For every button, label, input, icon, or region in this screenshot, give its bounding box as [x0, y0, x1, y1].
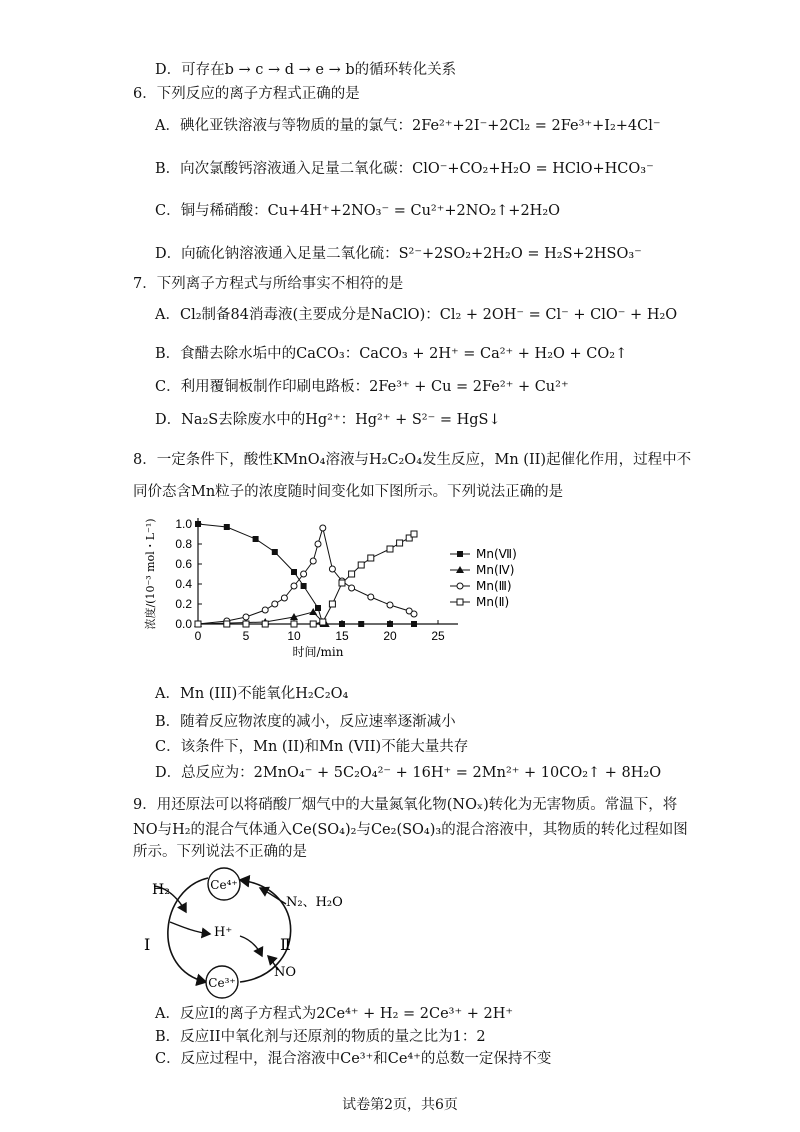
q6-option-b: B．向次氯酸钙溶液通入足量二氧化碳：ClO⁻+CO₂+H₂O = HClO+HCO₃⁻: [155, 161, 654, 177]
y-axis-title: 浓度/(10⁻³ mol・L⁻¹): [144, 518, 157, 630]
data-point: [272, 549, 278, 555]
legend-marker: [457, 551, 463, 557]
legend-label: Mn(Ⅲ): [476, 579, 512, 593]
data-point: [320, 619, 326, 625]
q9-stem-line1: 9．用还原法可以将硝酸厂烟气中的大量氮氧化物(NOₓ)转化为无害物质。常温下，将: [133, 797, 678, 813]
y-tick-label: 0.0: [175, 617, 192, 631]
data-point: [368, 594, 374, 600]
data-point: [411, 611, 417, 617]
y-tick-label: 0.8: [175, 537, 192, 551]
y-tick-label: 1.0: [175, 517, 192, 531]
data-point: [301, 571, 307, 577]
q7-stem: 7．下列离子方程式与所给事实不相符的是: [133, 276, 404, 292]
data-point: [301, 583, 307, 589]
q8-stem-line1: 8．一定条件下，酸性KMnO₄溶液与H₂C₂O₄发生反应，Mn (II)起催化作用，过程中不: [133, 452, 692, 468]
q9-option-c: C．反应过程中，混合溶液中Ce³⁺和Ce⁴⁺的总数一定保持不变: [155, 1051, 552, 1067]
series-line-3: [198, 534, 414, 624]
data-point: [243, 621, 249, 627]
q8-option-b: B．随着反应物浓度的减小，反应速率逐渐减小: [155, 714, 456, 730]
concentration-chart: [140, 506, 560, 666]
data-point: [281, 595, 287, 601]
data-point: [195, 521, 201, 527]
x-tick-label: 25: [431, 629, 445, 643]
q6-option-d: D．向硫化钠溶液通入足量二氧化硫：S²⁻+2SO₂+2H₂O = H₂S+2HSO₃⁻: [155, 246, 642, 262]
q9-option-b: B．反应II中氧化剂与还原剂的物质的量之比为1：2: [155, 1029, 486, 1045]
ce-cycle-diagram: [140, 864, 350, 1004]
data-point: [358, 562, 364, 568]
q9-stem-line3: 所示。下列说法不正确的是: [133, 844, 307, 860]
data-point: [291, 621, 297, 627]
data-point: [243, 614, 249, 620]
data-point: [358, 621, 364, 627]
legend-marker: [457, 583, 463, 589]
data-point: [387, 621, 393, 627]
q7-option-a: A．Cl₂制备84消毒液(主要成分是NaClO)：Cl₂ + 2OH⁻ = Cl⁻ + ClO⁻ + H₂O: [155, 307, 678, 323]
y-tick-label: 0.4: [175, 577, 192, 591]
h-plus-label: H⁺: [214, 925, 233, 940]
q6-option-a: A．碘化亚铁溶液与等物质的量的氯气：2Fe²⁺+2I⁻+2Cl₂ = 2Fe³⁺+I₂+4Cl⁻: [155, 118, 661, 134]
page-footer: 试卷第2页，共6页: [342, 1097, 458, 1113]
data-point: [329, 601, 335, 607]
q9-stem-line2: NO与H₂的混合气体通入Ce(SO₄)₂与Ce₂(SO₄)₃的混合溶液中，其物质的转化过程如图: [133, 822, 688, 838]
legend-label: Mn(Ⅳ): [476, 563, 515, 577]
data-point: [329, 566, 335, 572]
h-plus-arrow-in: [170, 922, 210, 934]
x-tick-label: 15: [335, 629, 349, 643]
q9-option-a: A．反应I的离子方程式为2Ce⁴⁺ + H₂ = 2Ce³⁺ + 2H⁺: [155, 1006, 514, 1022]
data-point: [291, 583, 297, 589]
no-label: NO: [274, 965, 297, 980]
data-point: [310, 558, 316, 564]
q7-option-c: C．利用覆铜板制作印刷电路板：2Fe³⁺ + Cu = 2Fe²⁺ + Cu²⁺: [155, 379, 569, 395]
data-point: [387, 546, 393, 552]
data-point: [272, 601, 278, 607]
reaction-ii-label: Ⅱ: [280, 935, 291, 954]
data-point: [368, 555, 374, 561]
q7-option-d: D．Na₂S去除废水中的Hg²⁺：Hg²⁺ + S²⁻ = HgS↓: [155, 412, 501, 428]
ce4-label: Ce⁴⁺: [210, 878, 238, 892]
data-point: [262, 607, 268, 613]
y-tick-label: 0.6: [175, 557, 192, 571]
data-point: [320, 525, 326, 531]
y-tick-label: 0.2: [175, 597, 192, 611]
data-point: [349, 571, 355, 577]
data-point: [315, 605, 321, 611]
reaction-i-label: Ⅰ: [144, 935, 151, 954]
q6-stem: 6．下列反应的离子方程式正确的是: [133, 86, 360, 102]
h-plus-arrow-out: [240, 936, 262, 956]
data-point: [397, 540, 403, 546]
legend-marker: [457, 599, 463, 605]
q5-option-d: D．可存在b → c → d → e → b的循环转化关系: [155, 62, 457, 78]
data-point: [411, 531, 417, 537]
cycle-arc-left: [168, 878, 208, 982]
data-point: [224, 621, 230, 627]
data-point: [349, 585, 355, 591]
data-point: [195, 621, 201, 627]
legend-label: Mn(Ⅶ): [476, 547, 517, 561]
q8-stem-line2: 同价态含Mn粒子的浓度随时间变化如下图所示。下列说法正确的是: [133, 484, 564, 500]
q8-option-d: D．总反应为：2MnO₄⁻ + 5C₂O₄²⁻ + 16H⁺ = 2Mn²⁺ + 10CO₂↑ + 8H₂O: [155, 765, 662, 781]
q8-option-a: A．Mn (III)不能氧化H₂C₂O₄: [155, 686, 349, 702]
ce3-label: Ce³⁺: [208, 976, 236, 990]
q6-option-c: C．铜与稀硝酸：Cu+4H⁺+2NO₃⁻ = Cu²⁺+2NO₂↑+2H₂O: [155, 203, 561, 219]
data-point: [411, 621, 417, 627]
x-axis-title: 时间/min: [292, 645, 344, 659]
q8-option-c: C．该条件下，Mn (II)和Mn (VII)不能大量共存: [155, 739, 469, 755]
data-point: [339, 621, 345, 627]
x-tick-label: 5: [242, 629, 250, 643]
data-point: [262, 621, 268, 627]
data-point: [310, 621, 316, 627]
n2-h2o-label: N₂、H₂O: [286, 895, 343, 910]
data-point: [253, 536, 259, 542]
data-point: [339, 580, 345, 586]
data-point: [315, 541, 321, 547]
x-tick-label: 20: [383, 629, 397, 643]
x-tick-label: 10: [287, 629, 301, 643]
data-point: [224, 524, 230, 530]
q7-option-b: B．食醋去除水垢中的CaCO₃：CaCO₃ + 2H⁺ = Ca²⁺ + H₂O + CO₂↑: [155, 346, 628, 362]
x-tick-label: 0: [194, 629, 202, 643]
legend-label: Mn(Ⅱ): [476, 595, 510, 609]
n2-arrow: [260, 888, 286, 904]
data-point: [291, 569, 297, 575]
data-point: [387, 602, 393, 608]
h2-label: H₂: [152, 882, 170, 898]
